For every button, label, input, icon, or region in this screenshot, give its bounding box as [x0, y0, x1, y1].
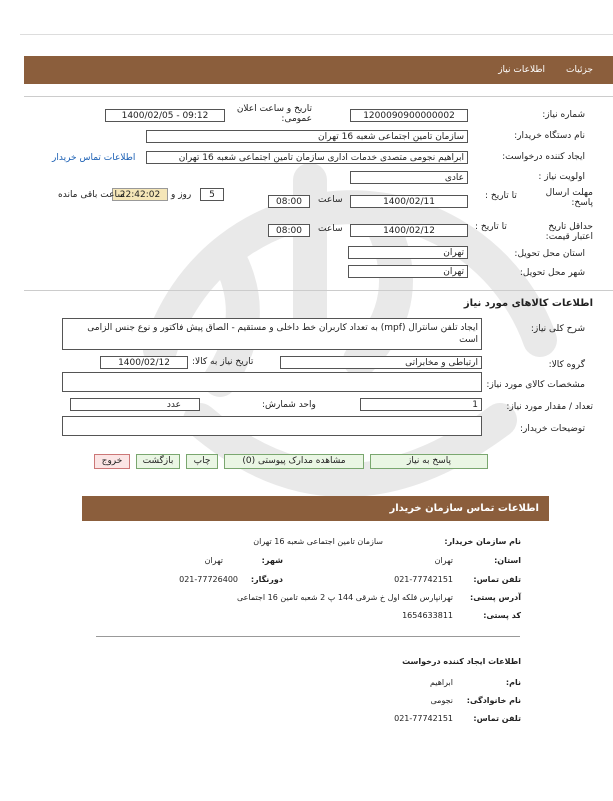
deadline-time-label: ساعت — [318, 195, 343, 205]
c-address-label: آدرس پستی: — [470, 593, 521, 602]
buyer-org-label: نام دستگاه خریدار: — [514, 131, 585, 141]
deadline-label: مهلت ارسال پاسخ: — [545, 188, 593, 208]
c-buyer-name-value: سازمان تامین اجتماعی شعبه 16 تهران — [253, 537, 383, 546]
priority-label: اولویت نیاز : — [538, 172, 585, 182]
c-city-label: شهر: — [261, 556, 283, 565]
c-city-value: تهران — [204, 556, 223, 565]
c-creator-phone-label: تلفن تماس: — [473, 714, 521, 723]
province-label: استان محل تحویل: — [514, 249, 585, 259]
contact-header — [82, 496, 549, 521]
validity-time-label: ساعت — [318, 224, 343, 234]
qty-label: تعداد / مقدار مورد نیاز: — [506, 402, 593, 412]
general-desc-label: شرح کلی نیاز: — [530, 324, 585, 334]
contact-title: اطلاعات تماس سازمان خریدار — [389, 503, 539, 514]
c-phone-label: تلفن تماس: — [473, 575, 521, 584]
creator-field: ابراهیم نجومی متصدی خدمات اداری سازمان تامین اجتماعی شعبه 16 تهران — [146, 151, 468, 164]
need-number-field: 1200090900000002 — [350, 109, 468, 122]
page-header — [24, 56, 613, 84]
c-fax-value: 021-77726400 — [179, 575, 238, 584]
validity-date-field: 1400/02/12 — [350, 224, 468, 237]
print-button[interactable]: چاپ — [186, 454, 218, 469]
c-name-value: ابراهیم — [429, 678, 453, 687]
spec-label: مشخصات کالای مورد نیاز: — [486, 380, 585, 390]
tab-details[interactable]: جزئیات — [566, 65, 593, 75]
reply-button[interactable]: پاسخ به نیاز — [370, 454, 488, 469]
c-phone-value: 021-77742151 — [394, 575, 453, 584]
need-number-label: شماره نیاز: — [542, 110, 585, 120]
remaining-days-field: 5 — [200, 188, 224, 201]
creator-label: ایجاد کننده درخواست: — [502, 152, 585, 162]
spec-field — [62, 372, 482, 392]
c-postal-label: کد پستی: — [483, 611, 521, 620]
top-divider — [20, 34, 613, 35]
c-buyer-name-label: نام سازمان خریدار: — [444, 537, 521, 546]
c-family-label: نام خانوادگی: — [466, 696, 521, 705]
need-date-field: 1400/02/12 — [100, 356, 188, 369]
c-province-label: استان: — [494, 556, 521, 565]
remaining-label: ساعت باقی مانده — [58, 190, 125, 200]
need-date-label: تاریخ نیاز به کالا: — [192, 357, 254, 367]
back-button[interactable]: بازگشت — [136, 454, 180, 469]
days-label: روز و — [171, 190, 192, 200]
exit-button[interactable]: خروج — [94, 454, 130, 469]
buyer-org-field: سازمان تامین اجتماعی شعبه 16 تهران — [146, 130, 468, 143]
goods-group-label: گروه کالا: — [548, 360, 585, 370]
validity-label: حداقل تاریخ اعتبار قیمت: — [545, 222, 593, 242]
buyer-desc-label: توضیحات خریدار: — [519, 424, 585, 434]
general-desc-field: ایجاد تلفن سانترال (mpf) به تعداد کاربران خط داخلی و مستقیم - الصاق پیش فاکتور و نوع جنس الزامی است — [62, 318, 482, 350]
goods-section-title: اطلاعات کالاهای مورد نیاز — [463, 298, 593, 309]
c-postal-value: 1654633811 — [402, 611, 453, 620]
c-creator-phone-value: 021-77742151 — [394, 714, 453, 723]
validity-time-field: 08:00 — [268, 224, 310, 237]
province-field: تهران — [348, 246, 468, 259]
deadline-date-field: 1400/02/11 — [350, 195, 468, 208]
buyer-desc-field — [62, 416, 482, 436]
contact-divider — [96, 636, 520, 637]
creator-section-title: اطلاعات ایجاد کننده درخواست — [402, 657, 521, 666]
buyer-contact-link[interactable]: اطلاعات تماس خریدار — [52, 153, 136, 163]
c-name-label: نام: — [505, 678, 521, 687]
tab-need-info[interactable]: اطلاعات نیاز — [498, 65, 545, 75]
validity-until-label: تا تاریخ : — [475, 222, 507, 232]
c-province-value: تهران — [434, 556, 453, 565]
priority-field: عادی — [350, 171, 468, 184]
remaining-time-timer: 22:42:02 — [112, 188, 168, 201]
deadline-time-field: 08:00 — [268, 195, 310, 208]
city-label: شهر محل تحویل: — [519, 268, 585, 278]
c-address-value: تهرانپارس فلکه اول خ شرقی 144 پ 2 شعبه تامین 16 اجتماعی — [236, 593, 453, 602]
unit-field: عدد — [70, 398, 200, 411]
announce-label: تاریخ و ساعت اعلان عمومی: — [236, 104, 312, 124]
announce-field: 1400/02/05 - 09:12 — [105, 109, 225, 122]
deadline-until-label: تا تاریخ : — [485, 191, 517, 201]
c-fax-label: دورنگار: — [250, 575, 283, 584]
qty-field: 1 — [360, 398, 482, 411]
unit-label: واحد شمارش: — [262, 400, 316, 410]
c-family-value: نجومی — [430, 696, 453, 705]
city-field: تهران — [348, 265, 468, 278]
goods-group-field: ارتباطی و مخابراتی — [280, 356, 482, 369]
view-attachments-button[interactable]: مشاهده مدارک پیوستی (0) — [224, 454, 364, 469]
